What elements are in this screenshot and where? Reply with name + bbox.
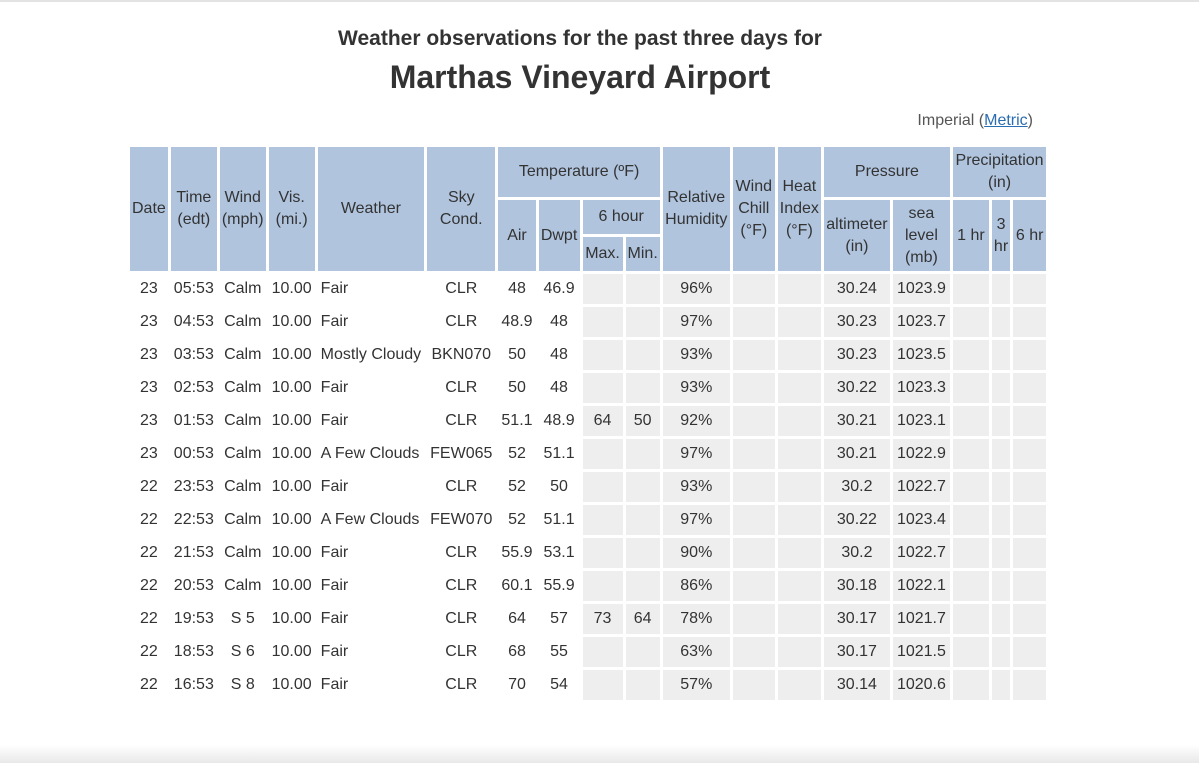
cell-wind: Calm: [224, 346, 262, 363]
cell-sea: 1023.4: [893, 505, 950, 535]
cell-p3: [992, 373, 1010, 403]
cell-sea: 1021.5: [893, 637, 950, 667]
cell-p6: [1013, 307, 1046, 337]
cell-p6: [1013, 637, 1046, 667]
cell-wind: Calm: [224, 412, 262, 429]
cell-heat: [778, 406, 821, 436]
cell-p3: [992, 307, 1010, 337]
table-row: [130, 637, 1046, 667]
cell-p1: [953, 274, 989, 304]
cell-p1: [953, 670, 989, 700]
cell-p1: [953, 538, 989, 568]
cell-weather: Fair: [320, 379, 349, 396]
table-row: [130, 505, 1046, 535]
cell-p3: [992, 340, 1010, 370]
cell-alt: 30.2: [824, 472, 890, 502]
cell-p1: [953, 340, 989, 370]
cell-date: 23: [140, 313, 158, 330]
col-time: Time (edt): [171, 147, 217, 271]
cell-max: 64: [583, 406, 623, 436]
cell-alt: 30.21: [824, 439, 890, 469]
cell-vis: 10.00: [271, 445, 312, 462]
cell-humidity: 86%: [663, 571, 730, 601]
cell-weather: A Few Clouds: [320, 445, 420, 462]
col-visibility: Vis. (mi.): [269, 147, 315, 271]
cell-chill: [733, 340, 775, 370]
table-row: [130, 670, 1046, 700]
cell-min: [626, 670, 660, 700]
cell-weather: Fair: [320, 643, 349, 660]
open-paren: (: [978, 112, 985, 129]
cell-max: [583, 571, 623, 601]
cell-date: 23: [140, 280, 158, 297]
cell-vis: 10.00: [271, 478, 312, 495]
cell-date: 22: [140, 577, 158, 594]
cell-sky: CLR: [445, 412, 478, 429]
cell-p6: [1013, 274, 1046, 304]
cell-alt: 30.21: [824, 406, 890, 436]
observations-body: [130, 274, 1046, 700]
cell-weather: Mostly Cloudy: [320, 346, 422, 363]
cell-dwpt: 50: [550, 478, 568, 495]
bottom-fade: [0, 745, 1199, 763]
cell-max: [583, 505, 623, 535]
cell-time: 02:53: [173, 379, 214, 396]
cell-air: 68: [508, 643, 526, 660]
cell-air: 50: [508, 379, 526, 396]
cell-chill: [733, 472, 775, 502]
col-date: Date: [130, 147, 168, 271]
cell-sky: CLR: [445, 379, 478, 396]
table-row: [130, 274, 1046, 304]
table-row: [130, 439, 1046, 469]
cell-weather: Fair: [320, 412, 349, 429]
col-dewpoint: Dwpt: [539, 200, 580, 271]
cell-heat: [778, 307, 821, 337]
cell-humidity: 93%: [663, 472, 730, 502]
cell-dwpt: 55: [550, 643, 568, 660]
cell-time: 23:53: [173, 478, 214, 495]
cell-time: 04:53: [173, 313, 214, 330]
cell-date: 23: [140, 412, 158, 429]
imperial-label: Imperial: [917, 112, 975, 129]
cell-p3: [992, 274, 1010, 304]
cell-min: [626, 439, 660, 469]
page-subtitle: Weather observations for the past three days for: [338, 27, 822, 50]
cell-sky: CLR: [445, 478, 478, 495]
cell-sea: 1022.7: [893, 538, 950, 568]
cell-air: 51.1: [501, 412, 533, 429]
cell-date: 22: [140, 544, 158, 561]
cell-p6: [1013, 604, 1046, 634]
cell-air: 64: [508, 610, 526, 627]
cell-alt: 30.23: [824, 340, 890, 370]
cell-weather: Fair: [320, 313, 349, 330]
col-temperature: Temperature (ºF): [498, 147, 659, 197]
page-title: Marthas Vineyard Airport: [389, 59, 771, 95]
cell-time: 19:53: [173, 610, 214, 627]
col-relative-humidity: Relative Humidity: [663, 147, 730, 271]
cell-alt: 30.17: [824, 637, 890, 667]
cell-date: 22: [140, 610, 158, 627]
cell-heat: [778, 604, 821, 634]
cell-sea: 1023.1: [893, 406, 950, 436]
cell-wind: Calm: [224, 544, 262, 561]
cell-humidity: 92%: [663, 406, 730, 436]
cell-air: 55.9: [501, 544, 533, 561]
cell-date: 22: [140, 478, 158, 495]
cell-p6: [1013, 472, 1046, 502]
cell-weather: Fair: [320, 577, 349, 594]
cell-sky: CLR: [445, 280, 478, 297]
col-precip-6hr: 6 hr: [1013, 200, 1046, 271]
cell-air: 60.1: [501, 577, 533, 594]
cell-alt: 30.14: [824, 670, 890, 700]
cell-sky: CLR: [445, 544, 478, 561]
cell-wind: S 6: [230, 643, 255, 660]
col-weather: Weather: [318, 147, 424, 271]
cell-sea: 1023.5: [893, 340, 950, 370]
cell-p1: [953, 439, 989, 469]
cell-sea: 1022.7: [893, 472, 950, 502]
cell-humidity: 97%: [663, 307, 730, 337]
cell-time: 03:53: [173, 346, 214, 363]
observations-table: [127, 144, 1049, 703]
cell-chill: [733, 307, 775, 337]
cell-p1: [953, 307, 989, 337]
cell-sea: 1023.3: [893, 373, 950, 403]
cell-heat: [778, 505, 821, 535]
cell-max: [583, 472, 623, 502]
cell-humidity: 90%: [663, 538, 730, 568]
cell-humidity: 78%: [663, 604, 730, 634]
cell-min: 64: [626, 604, 660, 634]
cell-p3: [992, 439, 1010, 469]
cell-chill: [733, 604, 775, 634]
cell-heat: [778, 472, 821, 502]
cell-p6: [1013, 340, 1046, 370]
cell-humidity: 93%: [663, 340, 730, 370]
cell-p3: [992, 505, 1010, 535]
cell-alt: 30.2: [824, 538, 890, 568]
cell-chill: [733, 439, 775, 469]
cell-p3: [992, 670, 1010, 700]
cell-vis: 10.00: [271, 379, 312, 396]
cell-wind: Calm: [224, 379, 262, 396]
cell-chill: [733, 505, 775, 535]
col-max: Max.: [583, 237, 623, 271]
cell-chill: [733, 571, 775, 601]
col-heat-index: Heat Index (°F): [778, 147, 821, 271]
top-divider: [0, 0, 1199, 2]
cell-vis: 10.00: [271, 610, 312, 627]
cell-max: [583, 307, 623, 337]
cell-dwpt: 48.9: [543, 412, 575, 429]
cell-wind: Calm: [224, 511, 262, 528]
cell-air: 48.9: [501, 313, 533, 330]
table-row: [130, 406, 1046, 436]
cell-weather: Fair: [320, 544, 349, 561]
cell-max: 73: [583, 604, 623, 634]
cell-p3: [992, 571, 1010, 601]
cell-dwpt: 48: [550, 346, 568, 363]
cell-air: 48: [508, 280, 526, 297]
cell-p6: [1013, 571, 1046, 601]
cell-wind: Calm: [224, 313, 262, 330]
cell-alt: 30.22: [824, 373, 890, 403]
cell-sky: CLR: [445, 577, 478, 594]
cell-time: 00:53: [173, 445, 214, 462]
cell-date: 22: [140, 643, 158, 660]
cell-p1: [953, 604, 989, 634]
cell-time: 01:53: [173, 412, 214, 429]
cell-weather: Fair: [320, 280, 349, 297]
cell-humidity: 97%: [663, 505, 730, 535]
cell-sea: 1022.1: [893, 571, 950, 601]
col-pressure: Pressure: [824, 147, 950, 197]
cell-date: 23: [140, 346, 158, 363]
cell-vis: 10.00: [271, 280, 312, 297]
table-row: [130, 307, 1046, 337]
cell-p1: [953, 472, 989, 502]
cell-max: [583, 274, 623, 304]
cell-alt: 30.22: [824, 505, 890, 535]
cell-dwpt: 48: [550, 313, 568, 330]
cell-sea: 1023.7: [893, 307, 950, 337]
cell-weather: A Few Clouds: [320, 511, 420, 528]
cell-heat: [778, 373, 821, 403]
cell-sky: CLR: [445, 643, 478, 660]
cell-p6: [1013, 406, 1046, 436]
cell-vis: 10.00: [271, 643, 312, 660]
cell-humidity: 96%: [663, 274, 730, 304]
cell-wind: Calm: [224, 478, 262, 495]
table-row: [130, 538, 1046, 568]
cell-vis: 10.00: [271, 544, 312, 561]
cell-chill: [733, 406, 775, 436]
cell-p6: [1013, 538, 1046, 568]
cell-vis: 10.00: [271, 676, 312, 693]
cell-date: 22: [140, 511, 158, 528]
cell-heat: [778, 439, 821, 469]
cell-max: [583, 670, 623, 700]
cell-p1: [953, 373, 989, 403]
cell-humidity: 63%: [663, 637, 730, 667]
cell-p6: [1013, 439, 1046, 469]
cell-date: 22: [140, 676, 158, 693]
table-row: [130, 472, 1046, 502]
cell-chill: [733, 274, 775, 304]
table-row: [130, 373, 1046, 403]
cell-dwpt: 48: [550, 379, 568, 396]
cell-heat: [778, 538, 821, 568]
cell-date: 23: [140, 445, 158, 462]
close-paren: ): [1027, 112, 1033, 129]
cell-sky: BKN070: [431, 346, 492, 363]
cell-sky: CLR: [445, 313, 478, 330]
units-toggle: [917, 112, 1033, 130]
cell-wind: Calm: [224, 577, 262, 594]
cell-min: [626, 571, 660, 601]
cell-sea: 1020.6: [893, 670, 950, 700]
col-air: Air: [498, 200, 535, 271]
col-sky-condition: Sky Cond.: [427, 147, 495, 271]
cell-dwpt: 54: [550, 676, 568, 693]
cell-sky: CLR: [445, 610, 478, 627]
cell-humidity: 97%: [663, 439, 730, 469]
col-precipitation: Precipitation (in): [953, 147, 1046, 197]
cell-heat: [778, 571, 821, 601]
col-precip-3hr: 3 hr: [992, 200, 1010, 271]
cell-vis: 10.00: [271, 412, 312, 429]
cell-alt: 30.23: [824, 307, 890, 337]
cell-heat: [778, 637, 821, 667]
cell-time: 22:53: [173, 511, 214, 528]
metric-link[interactable]: Metric: [984, 112, 1028, 129]
cell-air: 52: [508, 478, 526, 495]
col-min: Min.: [626, 237, 660, 271]
cell-weather: Fair: [320, 676, 349, 693]
cell-vis: 10.00: [271, 346, 312, 363]
cell-p3: [992, 472, 1010, 502]
cell-p6: [1013, 505, 1046, 535]
table-row: [130, 571, 1046, 601]
cell-min: [626, 637, 660, 667]
cell-max: [583, 637, 623, 667]
col-sea-level: sea level (mb): [893, 200, 950, 271]
col-six-hour: 6 hour: [583, 200, 660, 234]
cell-dwpt: 46.9: [543, 280, 575, 297]
col-wind-chill: Wind Chill (°F): [733, 147, 775, 271]
cell-wind: S 8: [230, 676, 255, 693]
cell-sea: 1021.7: [893, 604, 950, 634]
cell-humidity: 93%: [663, 373, 730, 403]
cell-min: [626, 307, 660, 337]
table-row: [130, 604, 1046, 634]
cell-p1: [953, 406, 989, 436]
cell-min: [626, 472, 660, 502]
cell-alt: 30.18: [824, 571, 890, 601]
cell-dwpt: 51.1: [543, 511, 575, 528]
cell-humidity: 57%: [663, 670, 730, 700]
cell-air: 52: [508, 511, 526, 528]
cell-time: 21:53: [173, 544, 214, 561]
cell-p6: [1013, 670, 1046, 700]
cell-wind: S 5: [230, 610, 255, 627]
col-altimeter: altimeter (in): [824, 200, 890, 271]
cell-p3: [992, 604, 1010, 634]
cell-sky: FEW065: [430, 445, 493, 462]
cell-time: 20:53: [173, 577, 214, 594]
cell-weather: Fair: [320, 610, 349, 627]
cell-wind: Calm: [224, 445, 262, 462]
cell-heat: [778, 340, 821, 370]
cell-vis: 10.00: [271, 577, 312, 594]
cell-min: [626, 505, 660, 535]
cell-min: [626, 373, 660, 403]
cell-max: [583, 340, 623, 370]
cell-time: 05:53: [173, 280, 214, 297]
cell-sky: FEW070: [430, 511, 493, 528]
cell-dwpt: 51.1: [543, 445, 575, 462]
cell-time: 18:53: [173, 643, 214, 660]
cell-chill: [733, 373, 775, 403]
table-row: [130, 340, 1046, 370]
cell-dwpt: 55.9: [543, 577, 575, 594]
cell-max: [583, 439, 623, 469]
cell-p3: [992, 406, 1010, 436]
cell-heat: [778, 670, 821, 700]
cell-max: [583, 373, 623, 403]
cell-alt: 30.24: [824, 274, 890, 304]
col-precip-1hr: 1 hr: [953, 200, 989, 271]
cell-min: 50: [626, 406, 660, 436]
cell-p1: [953, 505, 989, 535]
cell-air: 70: [508, 676, 526, 693]
cell-min: [626, 538, 660, 568]
cell-sea: 1022.9: [893, 439, 950, 469]
cell-max: [583, 538, 623, 568]
cell-vis: 10.00: [271, 313, 312, 330]
cell-p1: [953, 637, 989, 667]
cell-chill: [733, 538, 775, 568]
cell-p3: [992, 538, 1010, 568]
cell-dwpt: 57: [550, 610, 568, 627]
cell-chill: [733, 637, 775, 667]
cell-air: 50: [508, 346, 526, 363]
cell-air: 52: [508, 445, 526, 462]
cell-chill: [733, 670, 775, 700]
cell-min: [626, 340, 660, 370]
cell-sky: CLR: [445, 676, 478, 693]
cell-date: 23: [140, 379, 158, 396]
cell-dwpt: 53.1: [543, 544, 575, 561]
cell-heat: [778, 274, 821, 304]
cell-p6: [1013, 373, 1046, 403]
cell-sea: 1023.9: [893, 274, 950, 304]
cell-wind: Calm: [224, 280, 262, 297]
cell-min: [626, 274, 660, 304]
cell-p3: [992, 637, 1010, 667]
cell-weather: Fair: [320, 478, 349, 495]
col-wind: Wind (mph): [220, 147, 266, 271]
cell-time: 16:53: [173, 676, 214, 693]
cell-vis: 10.00: [271, 511, 312, 528]
cell-alt: 30.17: [824, 604, 890, 634]
cell-p1: [953, 571, 989, 601]
